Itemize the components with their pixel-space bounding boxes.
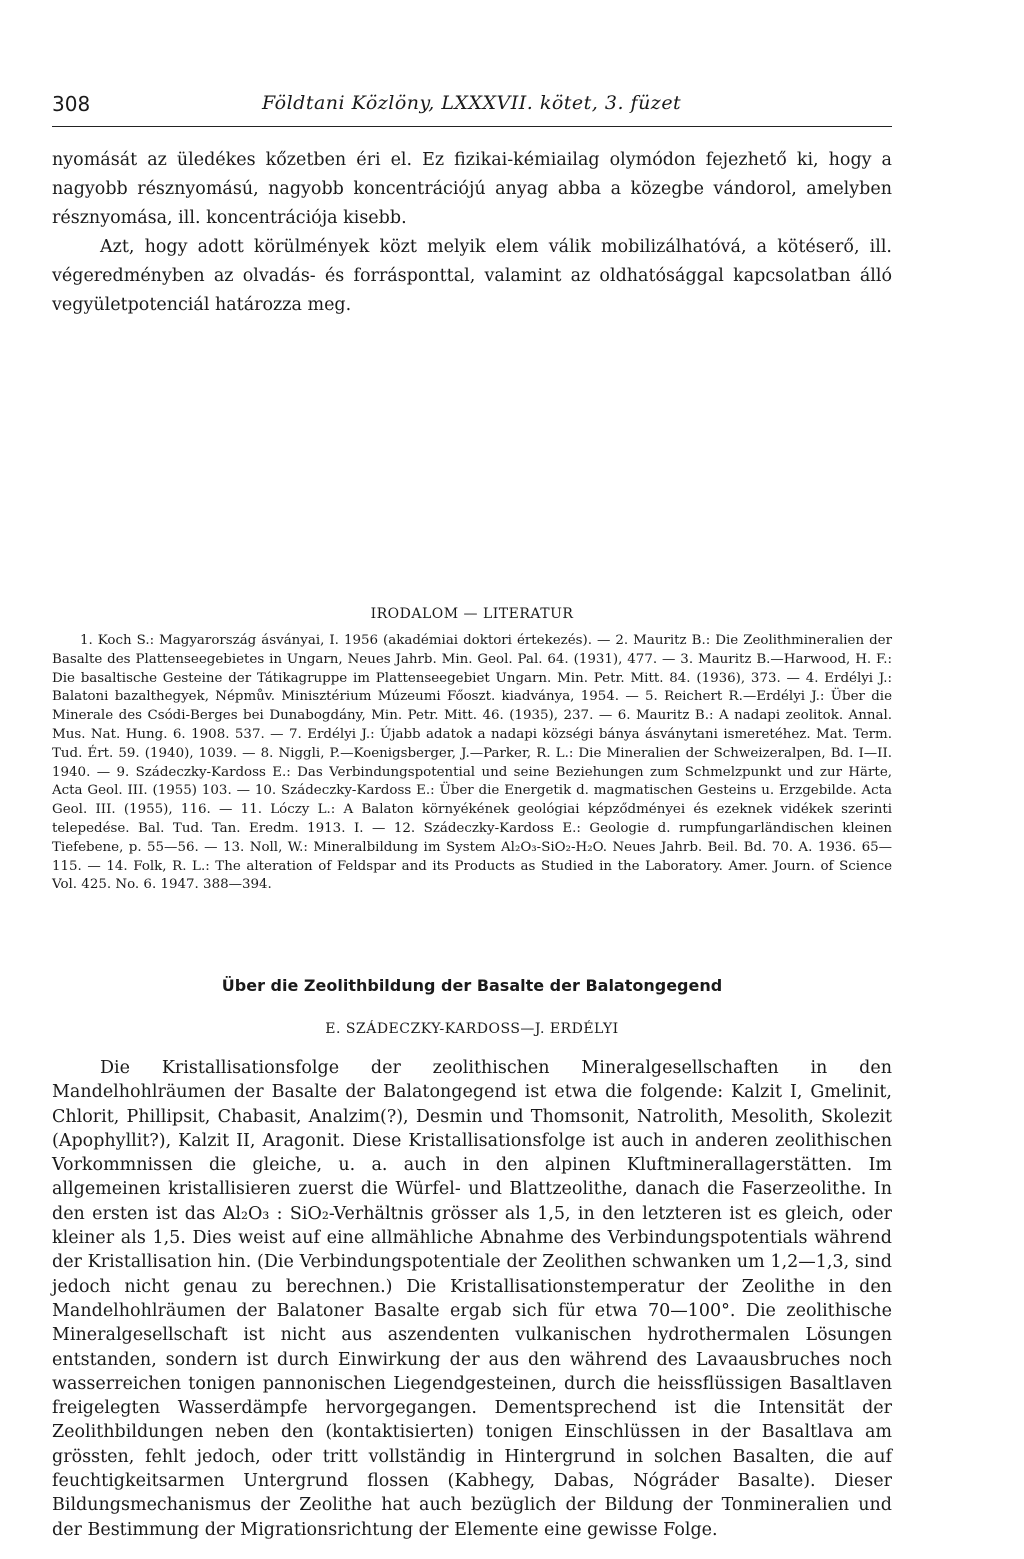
article-title: Über die Zeolithbildung der Basalte der Balatongegend [221,976,723,995]
hungarian-paragraph-2: Azt, hogy adott körülmények közt melyik elem válik mobilizálhatóvá, a kötéserő, ill. végeredményben az olvadás- és forrásponttal, valamint az oldhatósággal kapcsolatban álló vegyületpotenciál határozza meg. [52,237,892,315]
page-number: 308 [52,92,91,116]
hungarian-paragraph-1: nyomását az üledékes kőzetben éri el. Ez fizikai-kémiailag olymódon fejezhető ki, hogy a nagyobb résznyomású, nagyobb koncentrációjú anyag abba a közegbe vándorol, amelyben résznyomása, ill. koncentrációja kisebb. [52,150,892,228]
hungarian-text [52,146,892,320]
german-paragraph: Die Kristallisationsfolge der zeolithischen Mineralgesellschaften in den Mandelhohlräumen der Basalte der Balatongegend ist etwa die folgende: Kalzit I, Gmelinit, Chlorit, Phillipsit, Chabasit, Analzim(?), Desmin und Thomsonit, Natrolith, Mesolith, Skolezit (Apophyllit?), Kalzit II, Aragonit. Diese Kristallisationsfolge ist auch in anderen zeolithischen Vorkommnissen die gleiche, u. a. auch in den alpinen Kluftminerallagerstätten. Im allgemeinen kristallisieren zuerst die Würfel- und Blattzeolithe, danach die Faserzeolithe. In den ersten ist das Al₂O₃ : SiO₂-Verhältnis grösser als 1,5, in den letzteren ist es gleich, oder kleiner als 1,5. Dies weist auf eine allmähliche Abnahme des Verbindungspotentials während der Kristallisation hin. (Die Verbindungspotentiale der Zeolithen schwanken um 1,2—1,3, sind jedoch nicht genau zu berechnen.) Die Kristallisationstemperatur der Zeolithe in den Mandelhohlräumen der Balatoner Basalte ergab sich für etwa 70—100°. Die zeolithische Mineralgesellschaft ist nicht aus aszendenten vulkanischen hydrothermalen Lösungen entstanden, sondern ist durch Einwirkung der aus den während des Lavaausbruches noch wasserreichen tonigen pannonischen Liegendgesteinen, durch die heissflüssigen Basaltlaven freigelegten Wasserdämpfe hervorgegangen. Dementsprechend ist die Intensität der Zeolithbildungen neben den (kontaktisierten) tonigen Einschlüssen in der Basaltlava am grössten, fehlt jedoch, oder tritt vollständig in Hintergrund in solchen Basalten, die auf feuchtigkeitsarmen Untergrund flossen (Kabhegy, Dabas, Nógráder Basalte). Dieser Bildungsmechanismus der Zeolithe hat auch bezüglich der Bildung der Tonmineralien und der Bestimmung der Migrationsrichtung der Elemente eine gewisse Folge. [52,1058,892,1540]
page-header [52,92,892,127]
running-head: Földtani Közlöny, LXXXVII. kötet, 3. füzet [262,92,682,114]
german-summary [52,1056,892,1542]
literature-list [52,632,892,895]
article-authors: E. SZÁDECZKY-KARDOSS—J. ERDÉLYI [325,1021,619,1037]
literature-text: 1. Koch S.: Magyarország ásványai, I. 1956 (akadémiai doktori értekezés). — 2. Mauritz B.: Die Zeolithmineralien der Basalte des Plattenseegebietes in Ungarn, Neues Jahrb. Min. Geol. Pal. 64. (1931), 477. — 3. Mauritz B.—Harwood, H. F.: Die basaltische Gesteine der Tátikagruppe im Plattenseegebiet Ungarn. Min. Petr. Mitt. 84. (1936), 373. — 4. Erdélyi J.: Balatoni bazalthegyek, Népmův. Minisztérium Múzeumi Főoszt. kiadványa, 1954. — 5. Reichert R.—Erdélyi J.: Über die Minerale des Csódi-Berges bei Dunabogdány, Min. Petr. Mitt. 46. (1935), 237. — 6. Mauritz B.: A nadapi zeolitok. Annal. Mus. Nat. Hung. 6. 1908. 537. — 7. Erdélyi J.: Újabb adatok a nadapi községi bánya ásványtani ismeretéhez. Mat. Term. Tud. Ért. 59. (1940), 1039. — 8. Niggli, P.—Koenigsberger, J.—Parker, R. L.: Die Mineralien der Schweizeralpen, Bd. I—II. 1940. — 9. Szádeczky-Kardoss E.: Das Verbindungspotential und seine Beziehungen zum Schmelzpunkt und zur Härte, Acta Geol. III. (1955) 103. — 10. Szádeczky-Kardoss E.: Über die Energetik d. magmatischen Gesteins u. Erzgebilde. Acta Geol. III. (1955), 116. — 11. Lóczy L.: A Balaton környékének geológiai képződményei és ezeknek vidékek szerinti telepedése. Bal. Tud. Tan. Eredm. 1913. I. — 12. Szádeczky-Kardoss E.: Geologie d. rumpfungarländischen kleinen Tiefebene, p. 55—56. — 13. Noll, W.: Mineralbildung im System Al₂O₃-SiO₂-H₂O. Neues Jahrb. Beil. Bd. 70. A. 1936. 65—115. — 14. Folk, R. L.: The alteration of Feldspar and its Products as Studied in the Laboratory. Amer. Journ. of Science Vol. 425. No. 6. 1947. 388—394. [52,633,892,893]
literature-heading: IRODALOM — LITERATUR [370,606,574,622]
